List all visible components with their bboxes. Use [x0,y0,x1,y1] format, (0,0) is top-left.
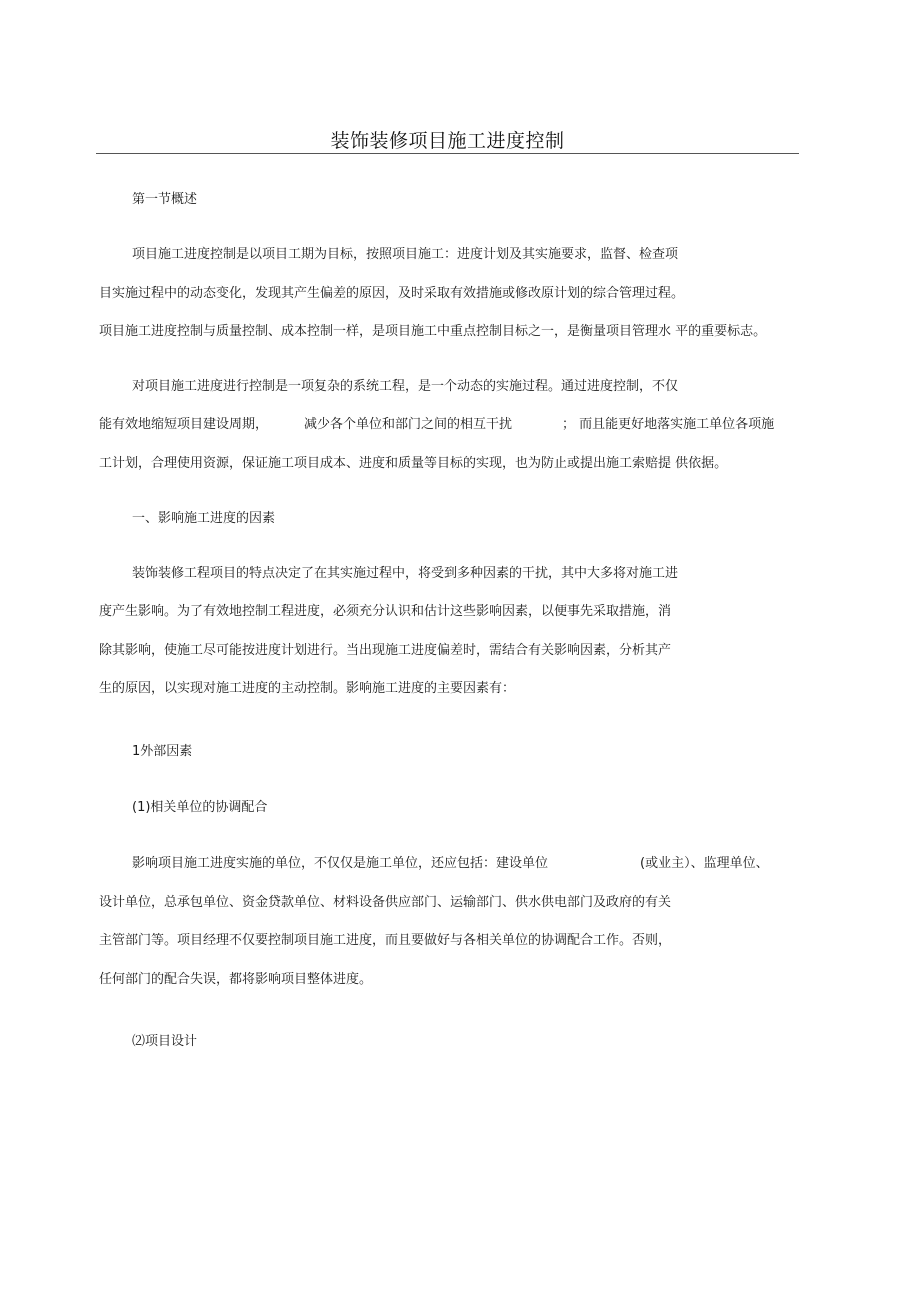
section-heading-overview: 第一节概述 [132,192,198,207]
paragraph-4-line-1-part-b: (或业主）、监理单位、 [640,856,769,871]
paragraph-2-line-1: 对项目施工进度进行控制是一项复杂的系统工程，是一个动态的实施过程。通过进度控制，不仅 [132,379,679,394]
paragraph-2-line-2 [99,417,774,433]
title-underline [96,153,799,154]
paragraph-4-line-4: 任何部门的配合失误，都将影响项目整体进度。 [99,972,373,987]
paragraph-4-line-3: 主管部门等。项目经理不仅要控制项目施工进度，而且要做好与各相关单位的协调配合工作。否则， [99,933,672,948]
paragraph-3-line-3: 除其影响，使施工尽可能按进度计划进行。当出现施工进度偏差时，需结合有关影响因素，分析其产 [99,643,672,658]
paragraph-1-line-2: 目实施过程中的动态变化，发现其产生偏差的原因，及时采取有效措施或修改原计划的综合管理过程。 [99,286,685,301]
heading-project-design: ⑵项目设计 [132,1034,198,1049]
paragraph-1-line-3: 项目施工进度控制与质量控制、成本控制一样，是项目施工中重点控制目标之一，是衡量项目管理水 平的重要标志。 [99,324,767,339]
paragraph-2-line-2-part-c: ； 而且能更好地落实施工单位各项施 [562,417,775,432]
paragraph-1-line-1: 项目施工进度控制是以项目工期为目标，按照项目施工：进度计划及其实施要求，监督、检查项 [132,247,679,262]
paragraph-2-line-3: 工计划，合理使用资源，保证施工项目成本、进度和质量等目标的实现，也为防止或提出施工索赔提 供依据。 [99,456,728,471]
paragraph-2-line-2-part-b: 减少各个单位和部门之间的相互干扰 [304,417,513,432]
paragraph-4-line-2: 设计单位，总承包单位、资金贷款单位、材料设备供应部门、运输部门、供水供电部门及政府的有关 [99,895,672,910]
paragraph-2-line-2-part-a: 能有效地缩短项目建设周期， [99,417,269,432]
paragraph-3-line-2: 度产生影响。为了有效地控制工程进度，必须充分认识和估计这些影响因素，以便事先采取措施，消 [99,604,672,619]
paragraph-3-line-4: 生的原因，以实现对施工进度的主动控制。影响施工进度的主要因素有： [99,681,516,696]
paragraph-4-line-1 [132,856,769,872]
section-heading-factors: 一、影响施工进度的因素 [132,511,276,526]
paragraph-3-line-1: 装饰装修工程项目的特点决定了在其实施过程中，将受到多种因素的干扰，其中大多将对施工进 [132,566,679,581]
heading-external-factors: 1外部因素 [132,744,193,759]
document-title: 装饰装修项目施工进度控制 [330,130,565,152]
heading-unit-coordination: (1)相关单位的协调配合 [132,800,268,815]
paragraph-4-line-1-part-a: 影响项目施工进度实施的单位，不仅仅是施工单位，还应包括：建设单位 [132,856,549,871]
